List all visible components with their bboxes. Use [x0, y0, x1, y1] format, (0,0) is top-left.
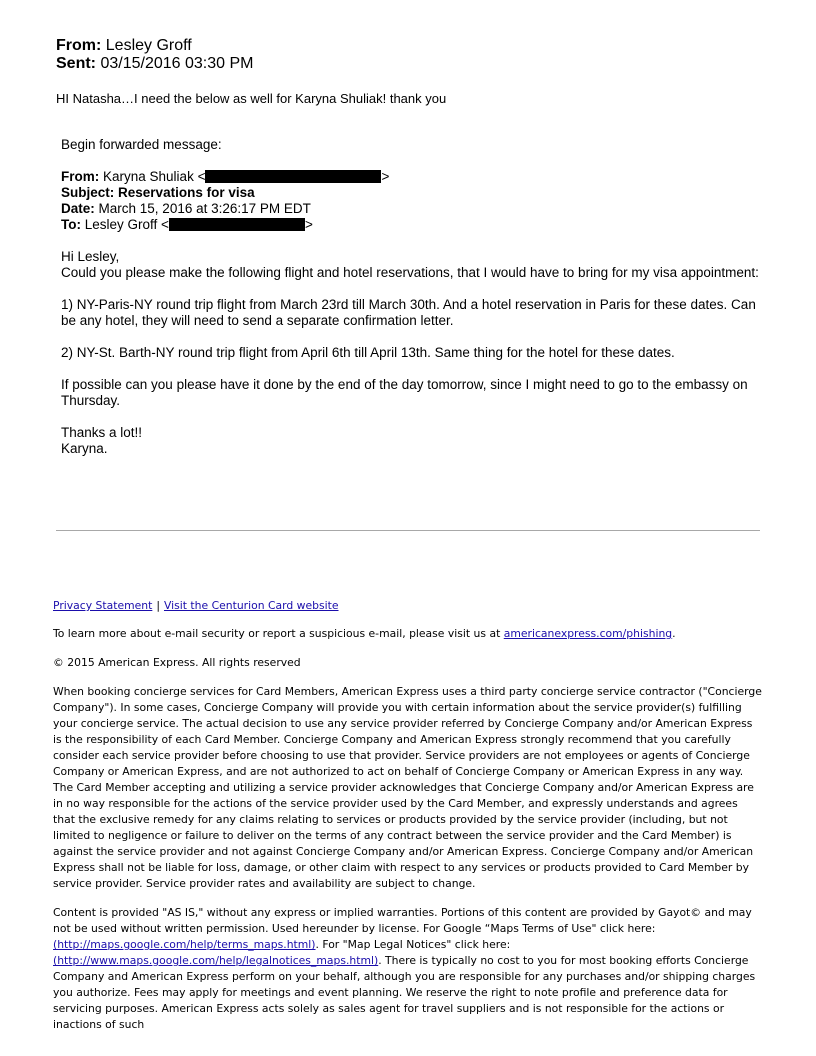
- to-close: >: [304, 217, 313, 232]
- redacted-email: [205, 170, 381, 183]
- maps-legal-link[interactable]: (http://www.maps.google.com/help/legalnotices_maps.html): [53, 954, 379, 967]
- sent-line: [56, 55, 766, 73]
- privacy-statement-link[interactable]: Privacy Statement: [53, 599, 153, 612]
- forwarded-message: [61, 137, 766, 457]
- security-notice: [53, 626, 763, 642]
- from-label: From:: [56, 37, 102, 54]
- to-name: Lesley Groff <: [84, 217, 169, 232]
- footer-links: [53, 598, 763, 614]
- security-period: .: [672, 627, 676, 640]
- date-value: March 15, 2016 at 3:26:17 PM EDT: [98, 201, 311, 216]
- subject-value: Reservations for visa: [118, 185, 255, 200]
- email-header: [56, 37, 766, 73]
- email-container: [56, 37, 766, 457]
- to-label: To:: [61, 217, 81, 232]
- from-value: Lesley Groff: [105, 37, 192, 54]
- forward-from-label: From:: [61, 169, 100, 184]
- content-text-1: Content is provided "AS IS," without any express or implied warranties. Portions of this content are provided by Gayot© and may not be used without written permission. Used hereunder by license. For Google “Maps Terms of Use" click here:: [53, 906, 752, 935]
- subject-label: Subject:: [61, 185, 115, 200]
- intro-text: HI Natasha…I need the below as well for Karyna Shuliak! thank you: [56, 91, 447, 106]
- divider: [56, 530, 760, 531]
- date-line: [61, 201, 766, 217]
- phishing-link[interactable]: americanexpress.com/phishing: [503, 627, 673, 640]
- request-text: If possible can you please have it done by the end of the day tomorrow, since I might need to go to the embassy on Thursday.: [61, 377, 748, 408]
- content-text-2: . For "Map Legal Notices" click here:: [315, 938, 511, 951]
- forward-from-line: [61, 169, 766, 185]
- content-disclaimer: [53, 905, 763, 1033]
- link-separator: |: [156, 599, 160, 612]
- thanks: Thanks a lot!!: [61, 425, 143, 440]
- forward-meta: [61, 169, 766, 233]
- concierge-disclaimer: When booking concierge services for Card Members, American Express uses a third party concierge service contractor ("Concierge Company"). In some cases, Concierge Company will provide you with certain information about the service provider(s) fulfilling your concierge service. The actual decision to use any service provider referred by Concierge Company and/or American Express is the responsibility of each Card Member. Concierge Company and American Express strongly recommend that you carefully consider each service provider before choosing to use that provider. Service providers are not employees or agents of Concierge Company or American Express, and are not authorized to act on behalf of Concierge Company or American Express in any way. The Card Member accepting and utilizing a service provider acknowledges that Concierge Company and/or American Express are in no way responsible for the actions of the service provider used by the Card Member, and expressly understands and agrees that the exclusive remedy for any claims relating to services or products provided by the service provider (including, but not limited to negligence or failure to deliver on the terms of any contract between the service provider and the Card Member) is against the service provider and not against Concierge Company and/or American Express. Concierge Company and/or American Express shall not be liable for loss, damage, or other claim with respect to any services or products provided to Card Member by service provider. Service provider rates and availability are subject to change.: [53, 685, 762, 890]
- sign-off: [61, 425, 766, 457]
- forward-begin: Begin forwarded message:: [61, 137, 222, 152]
- from-line: [56, 37, 766, 55]
- body-intro: Could you please make the following flight and hotel reservations, that I would have to bring for my visa appointment:: [61, 265, 759, 280]
- sent-value: 03/15/2016 03:30 PM: [100, 55, 254, 72]
- subject-line: [61, 185, 766, 201]
- sent-label: Sent:: [56, 55, 96, 72]
- reservation-item-1: 1) NY-Paris-NY round trip flight from March 23rd till March 30th. And a hotel reservation in Paris for these dates. Can be any hotel, they will need to send a separate confirmation letter.: [61, 297, 756, 328]
- reservation-item-2: 2) NY-St. Barth-NY round trip flight from April 6th till April 13th. Same thing for the hotel for these dates.: [61, 345, 675, 360]
- to-line: [61, 217, 766, 233]
- copyright: © 2015 American Express. All rights reserved: [53, 656, 301, 669]
- centurion-card-link[interactable]: Visit the Centurion Card website: [163, 599, 339, 612]
- date-label: Date:: [61, 201, 95, 216]
- forward-from-name: Karyna Shuliak <: [103, 169, 206, 184]
- forward-from-close: >: [381, 169, 390, 184]
- security-text: To learn more about e-mail security or report a suspicious e-mail, please visit us at: [53, 627, 504, 640]
- footer: [53, 598, 763, 1046]
- greeting: Hi Lesley,: [61, 249, 120, 264]
- content-text-3: . There is typically no cost to you for most booking efforts Concierge Company and American Express perform on your behalf, although you are responsible for any purchases and/or shipping charges you authorize. Fees may apply for meetings and event planning. We reserve the right to note profile and preference data for servicing purposes. American Express acts solely as sales agent for travel suppliers and is not responsible for the actions or inactions of such: [53, 954, 756, 1031]
- message-body: [61, 249, 766, 281]
- signature: Karyna.: [61, 441, 108, 456]
- maps-terms-link[interactable]: (http://maps.google.com/help/terms_maps.html): [53, 938, 316, 951]
- redacted-email: [169, 218, 305, 231]
